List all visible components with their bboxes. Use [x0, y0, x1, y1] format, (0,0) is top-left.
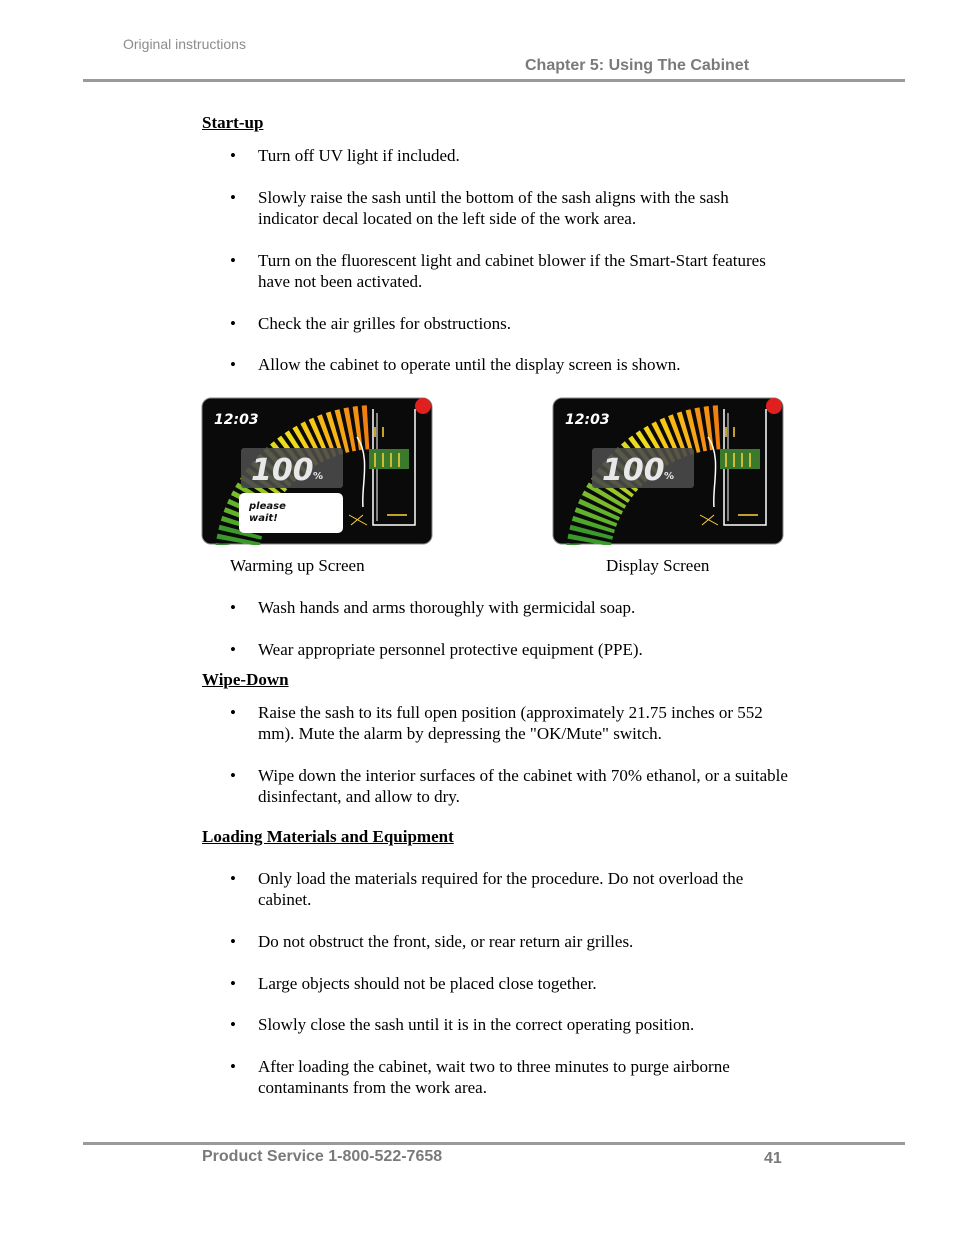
list-item-text: Do not obstruct the front, side, or rear return air grilles.	[258, 932, 634, 951]
display-screen-image	[552, 397, 784, 545]
list-item-text: After loading the cabinet, wait two to three minutes to purge airborne contaminants from the work area.	[258, 1057, 730, 1097]
bullet-dot: •	[230, 598, 236, 617]
alarm-indicator	[766, 398, 782, 414]
startup-heading: Start-up	[202, 113, 264, 132]
wipedown-heading: Wipe-Down	[202, 670, 289, 689]
bullet-dot: •	[230, 640, 236, 659]
clock-text: 12:03	[214, 412, 259, 428]
alarm-indicator	[415, 398, 431, 414]
bullet-dot: •	[230, 703, 236, 722]
warming-screen-caption: Warming up Screen	[230, 556, 365, 575]
list-item-text: Wash hands and arms thoroughly with germicidal soap.	[258, 598, 636, 617]
please-wait-line2: wait!	[249, 513, 278, 524]
bullet-dot: •	[230, 146, 236, 165]
percent-unit: %	[664, 471, 675, 482]
bullet-dot: •	[230, 932, 236, 951]
list-item-text: Wipe down the interior surfaces of the cabinet with 70% ethanol, or a suitable disinfectant, and allow to dry.	[258, 766, 788, 806]
clock-text: 12:03	[565, 412, 610, 428]
bullet-dot: •	[230, 766, 236, 785]
warming-up-screen-image	[201, 397, 433, 545]
list-item-text: Slowly raise the sash until the bottom of the sash aligns with the sash indicator decal located on the left side of the work area.	[258, 188, 729, 228]
list-item-text: Only load the materials required for the procedure. Do not overload the cabinet.	[258, 869, 744, 909]
bullet-dot: •	[230, 1015, 236, 1034]
bullet-dot: •	[230, 974, 236, 993]
percent-value: 100	[602, 453, 665, 488]
bullet-dot: •	[230, 188, 236, 207]
percent-unit: %	[313, 471, 324, 482]
list-item-text: Large objects should not be placed close together.	[258, 974, 597, 993]
loading-heading: Loading Materials and Equipment	[202, 827, 454, 846]
display-screen-svg	[552, 397, 784, 545]
list-item-text: Allow the cabinet to operate until the display screen is shown.	[258, 355, 681, 374]
product-service-phone: Product Service 1-800-522-7658	[202, 1148, 443, 1165]
page-number: 41	[764, 1150, 782, 1167]
list-item-text: Wear appropriate personnel protective equipment (PPE).	[258, 640, 643, 659]
bullet-dot: •	[230, 355, 236, 374]
original-instructions-note: Original instructions	[123, 36, 246, 52]
warming-screen-svg	[201, 397, 433, 545]
percent-value: 100	[251, 453, 314, 488]
bullet-dot: •	[230, 1057, 236, 1076]
chapter-title: Chapter 5: Using The Cabinet	[525, 57, 750, 74]
list-item-text: Turn off UV light if included.	[258, 146, 460, 165]
list-item-text: Slowly close the sash until it is in the correct operating position.	[258, 1015, 695, 1034]
header-rule	[83, 79, 905, 82]
list-item-text: Raise the sash to its full open position (approximately 21.75 inches or 552 mm). Mute the alarm by depressing the "OK/Mute" switch.	[258, 703, 763, 743]
bullet-dot: •	[230, 251, 236, 270]
bullet-dot: •	[230, 314, 236, 333]
please-wait-line1: please	[249, 501, 286, 512]
footer-rule	[83, 1142, 905, 1145]
bullet-dot: •	[230, 869, 236, 888]
list-item-text: Check the air grilles for obstructions.	[258, 314, 512, 333]
display-screen-caption: Display Screen	[606, 556, 710, 575]
list-item-text: Turn on the fluorescent light and cabinet blower if the Smart-Start features have not been activated.	[258, 251, 766, 291]
